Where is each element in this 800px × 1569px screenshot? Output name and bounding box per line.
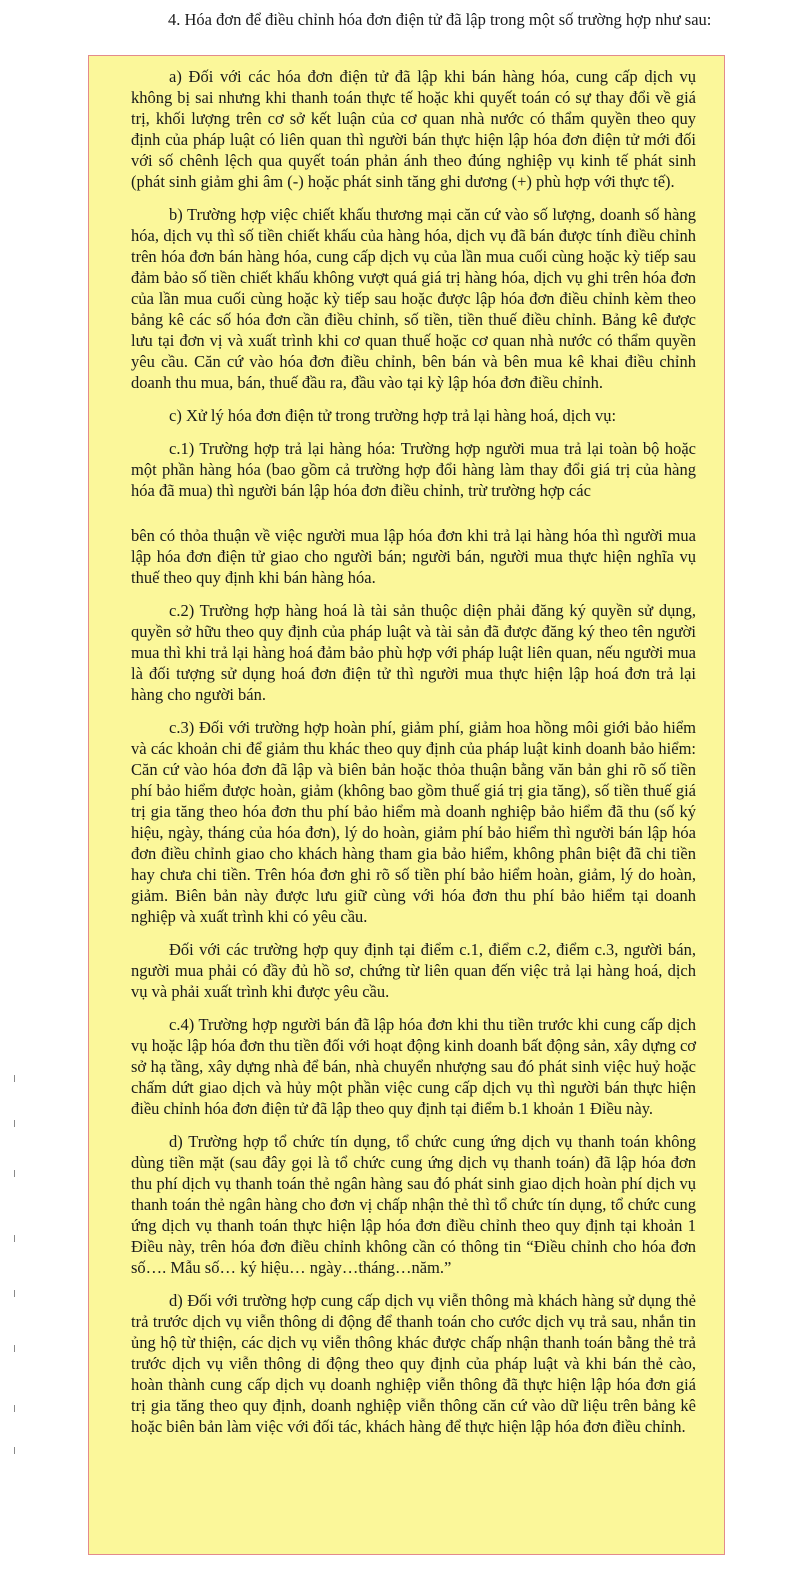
paragraph-d1: d) Trường hợp tổ chức tín dụng, tổ chức cung ứng dịch vụ thanh toán không dùng tiền mặt (sau đây gọi là tổ chức cung ứng dịch vụ thanh toán) đã lập hóa đơn thu phí dịch vụ thanh toán thẻ ngân hàng sau đó phát sinh giao dịch hoàn phí dịch vụ thanh toán thẻ ngân hàng cho đơn vị chấp nhận thẻ thì tổ chức tín dụng, tổ chức cung ứng dịch vụ thanh toán thực hiện lập hóa đơn điều chỉnh theo quy định tại khoản 1 Điều này, trên hóa đơn điều chỉnh không cần có thông tin “Điều chỉnh cho hóa đơn số…. Mẫu số… ký hiệu… ngày…tháng…năm.” — [131, 1132, 696, 1277]
paragraph-c2: c.2) Trường hợp hàng hoá là tài sản thuộc diện phải đăng ký quyền sử dụng, quyền sở hữu theo quy định của pháp luật và tài sản đã được đăng ký theo tên người mua thì khi trả lại hàng hoá đảm bảo phù hợp với pháp luật liên quan, nếu người mua là đối tượng sử dụng hoá đơn điện tử thì người mua thực hiện lập hoá đơn trả lại hàng cho người bán. — [131, 601, 696, 704]
paragraph-c-summary: Đối với các trường hợp quy định tại điểm c.1, điểm c.2, điểm c.3, người bán, người mua phải có đầy đủ hồ sơ, chứng từ liên quan đến việc trả lại hàng hoá, dịch vụ và phải xuất trình khi được yêu cầu. — [131, 940, 696, 1001]
paragraph-c1-continued: bên có thỏa thuận về việc người mua lập hóa đơn khi trả lại hàng hóa thì người mua lập hóa đơn điện tử giao cho người bán; người bán, người mua thực hiện nghĩa vụ thuế theo quy định khi bán hàng hóa. — [131, 526, 696, 587]
paragraph-c3: c.3) Đối với trường hợp hoàn phí, giảm phí, giảm hoa hồng môi giới bảo hiểm và các khoản chi để giảm thu khác theo quy định của pháp luật kinh doanh bảo hiểm: Căn cứ vào hóa đơn đã lập và biên bản hoặc thỏa thuận bằng văn bản ghi rõ số tiền phí bảo hiểm được hoàn, giảm (không bao gồm thuế giá trị gia tăng), số tiền thuế giá trị gia tăng theo hóa đơn thu phí bảo hiểm mà doanh nghiệp bảo hiểm đã thu (số ký hiệu, ngày, tháng của hóa đơn), lý do hoàn, giảm phí bảo hiểm thì người bán lập hóa đơn điều chỉnh giao cho khách hàng tham gia bảo hiểm, không phân biệt đã chi tiền hay chưa chi tiền. Trên hóa đơn ghi rõ số tiền phí bảo hiểm hoàn, giảm, lý do hoàn, giảm. Biên bản này được lưu giữ cùng với hóa đơn thu phí bảo hiểm tại doanh nghiệp và xuất trình khi có yêu cầu. — [131, 718, 696, 926]
paragraph-a: a) Đối với các hóa đơn điện tử đã lập khi bán hàng hóa, cung cấp dịch vụ không bị sai nhưng khi thanh toán thực tế hoặc khi quyết toán có sự thay đổi về giá trị, khối lượng trên cơ sở kết luận của cơ quan nhà nước có thẩm quyền theo quy định của pháp luật có liên quan thì người bán thực hiện lập hóa đơn điện tử mới đối với số chênh lệch qua quyết toán phản ánh theo đúng nghiệp vụ kinh tế phát sinh (phát sinh giảm ghi âm (-) hoặc phát sinh tăng ghi dương (+) phù hợp với thực tế). — [131, 67, 696, 191]
paragraph-c4: c.4) Trường hợp người bán đã lập hóa đơn khi thu tiền trước khi cung cấp dịch vụ hoặc lập hóa đơn thu tiền đối với hoạt động kinh doanh bất động sản, xây dựng cơ sở hạ tầng, xây dựng nhà để bán, nhà chuyển nhượng sau đó phát sinh việc huỷ hoặc chấm dứt giao dịch và hủy một phần việc cung cấp dịch vụ thì người bán thực hiện điều chỉnh hóa đơn điện tử đã lập theo quy định tại điểm b.1 khoản 1 Điều này. — [131, 1015, 696, 1118]
highlighted-region — [88, 55, 725, 1555]
paragraph-d2: d) Đối với trường hợp cung cấp dịch vụ viễn thông mà khách hàng sử dụng thẻ trả trước dịch vụ viễn thông di động để thanh toán cho cước dịch vụ trả sau, nhắn tin ủng hộ từ thiện, các dịch vụ viễn thông khác được chấp nhận thanh toán bằng thẻ trả trước dịch vụ viễn thông di động theo quy định của pháp luật và khi bán thẻ cào, hoàn thành cung cấp dịch vụ doanh nghiệp viễn thông đã thực hiện lập hóa đơn giá trị gia tăng theo quy định, doanh nghiệp viễn thông căn cứ vào dữ liệu trên bảng kê hoặc biên bản làm việc với đối tác, khách hàng để thực hiện lập hóa đơn điều chỉnh. — [131, 1291, 696, 1436]
paragraph-c1: c.1) Trường hợp trả lại hàng hóa: Trường hợp người mua trả lại toàn bộ hoặc một phần hàng hóa (bao gồm cả trường hợp đổi hàng làm thay đổi giá trị của hàng hóa đã mua) thì người bán lập hóa đơn điều chỉnh, trừ trường hợp các — [131, 439, 696, 500]
section-heading: 4. Hóa đơn để điều chỉnh hóa đơn điện tử đã lập trong một số trường hợp như sau: — [168, 10, 712, 29]
paragraph-c: c) Xử lý hóa đơn điện tử trong trường hợp trả lại hàng hoá, dịch vụ: — [169, 406, 617, 425]
paragraph-b: b) Trường hợp việc chiết khấu thương mại căn cứ vào số lượng, doanh số hàng hóa, dịch vụ thì số tiền chiết khấu của hàng hóa, dịch vụ đã bán được tính điều chỉnh trên hóa đơn bán hàng hóa, cung cấp dịch vụ của lần mua cuối cùng hoặc kỳ tiếp sau đảm bảo số tiền chiết khấu không vượt quá giá trị hàng hóa, dịch vụ ghi trên hóa đơn của lần mua cuối cùng hoặc kỳ tiếp sau hoặc được lập hóa đơn điều chỉnh kèm theo bảng kê các số hóa đơn cần điều chỉnh, số tiền, tiền thuế điều chỉnh. Bảng kê được lưu tại đơn vị và xuất trình khi cơ quan thuế hoặc cơ quan nhà nước có thẩm quyền yêu cầu. Căn cứ vào hóa đơn điều chỉnh, bên bán và bên mua kê khai điều chỉnh doanh thu mua, bán, thuế đầu ra, đầu vào tại kỳ lập hóa đơn điều chỉnh. — [131, 205, 696, 392]
margin-marks — [14, 1075, 18, 1455]
